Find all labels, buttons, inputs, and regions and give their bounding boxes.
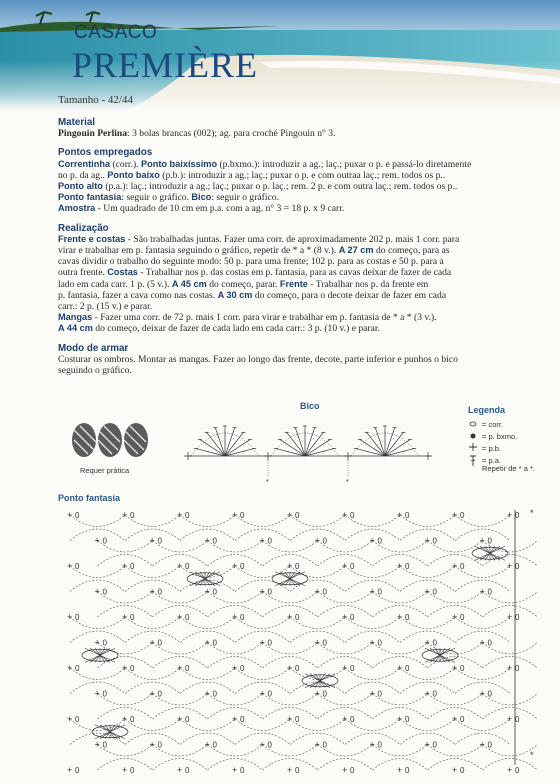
slip-stitch-symbol-icon <box>471 434 476 439</box>
chart-row <box>67 663 520 694</box>
chart-plus: + <box>479 739 485 750</box>
chart-zero: 0 <box>185 562 190 571</box>
legend-repeat: Repetir de * a *. <box>482 464 535 473</box>
shell-cluster <box>82 648 118 662</box>
chart-plus: + <box>369 535 375 546</box>
chart-zero: 0 <box>460 664 465 673</box>
chart-zero: 0 <box>295 766 300 775</box>
chart-zero: 0 <box>350 766 355 775</box>
chart-plus: + <box>232 663 238 673</box>
chart-zero: 0 <box>405 766 410 775</box>
chart-plus: + <box>424 637 430 648</box>
chart-plus: + <box>259 739 265 750</box>
chart-zero: 0 <box>240 715 245 724</box>
chart-zero: 0 <box>240 613 245 622</box>
shell-cluster <box>422 648 458 662</box>
chart-zero: 0 <box>322 638 327 648</box>
chart-zero: 0 <box>130 613 135 622</box>
chart-zero: 0 <box>295 511 300 520</box>
chart-zero: 0 <box>75 562 80 571</box>
chart-plus: + <box>67 510 73 520</box>
shell-cluster <box>472 546 508 560</box>
chart-zero: 0 <box>350 613 355 622</box>
chart-plus: + <box>177 510 183 520</box>
chart-zero: 0 <box>267 740 272 750</box>
chart-zero: 0 <box>212 587 217 597</box>
chart-plus: + <box>452 714 458 724</box>
chart-zero: 0 <box>515 766 520 775</box>
chart-plus: + <box>369 586 375 597</box>
chart-plus: + <box>397 714 403 724</box>
chart-plus: + <box>452 663 458 673</box>
chart-zero: 0 <box>460 511 465 520</box>
chart-plus: + <box>479 586 485 597</box>
bico-chart <box>180 412 440 488</box>
chart-zero: 0 <box>212 689 217 699</box>
chart-plus: + <box>452 612 458 622</box>
chart-zero: 0 <box>322 536 327 546</box>
chart-zero: 0 <box>102 587 107 597</box>
chart-zero: 0 <box>130 562 135 571</box>
chart-zero: 0 <box>350 715 355 724</box>
repeat-star: * <box>530 508 534 518</box>
bico-star: * <box>346 479 349 486</box>
chart-plus: + <box>287 765 293 775</box>
chart-plus: + <box>397 510 403 520</box>
chart-zero: 0 <box>432 587 437 597</box>
chart-plus: + <box>67 714 73 724</box>
chart-row <box>67 714 520 745</box>
chart-plus: + <box>94 535 100 546</box>
chart-zero: 0 <box>322 740 327 750</box>
legend-chain: = corr. <box>482 420 504 429</box>
chart-plus: + <box>507 714 513 724</box>
chart-zero: 0 <box>515 562 520 571</box>
bico-fan <box>271 426 339 456</box>
chart-plus: + <box>149 688 155 699</box>
chart-zero: 0 <box>460 613 465 622</box>
chart-zero: 0 <box>102 689 107 699</box>
chart-zero: 0 <box>240 511 245 520</box>
chart-zero: 0 <box>295 613 300 622</box>
chart-zero: 0 <box>185 613 190 622</box>
repeat-star: * <box>530 750 534 760</box>
chart-zero: 0 <box>487 638 492 648</box>
chart-zero: 0 <box>432 689 437 699</box>
chart-plus: + <box>122 612 128 622</box>
chart-zero: 0 <box>240 664 245 673</box>
chart-plus: + <box>122 510 128 520</box>
chart-plus: + <box>232 561 238 571</box>
chart-zero: 0 <box>295 664 300 673</box>
chart-zero: 0 <box>240 562 245 571</box>
chart-zero: 0 <box>432 638 437 648</box>
chart-plus: + <box>259 688 265 699</box>
chart-plus: + <box>287 510 293 520</box>
chart-plus: + <box>507 765 513 775</box>
assembly-heading: Modo de armar <box>58 342 129 354</box>
chart-zero: 0 <box>75 664 80 673</box>
chart-zero: 0 <box>432 740 437 750</box>
chart-row <box>67 510 520 541</box>
chart-zero: 0 <box>130 664 135 673</box>
chart-plus: + <box>232 510 238 520</box>
chart-plus: + <box>397 765 403 775</box>
chart-plus: + <box>287 612 293 622</box>
single-crochet-symbol-icon <box>469 443 477 451</box>
chart-plus: + <box>259 637 265 648</box>
chart-zero: 0 <box>75 715 80 724</box>
bico-fan <box>191 426 259 456</box>
chart-plus: + <box>204 637 210 648</box>
chart-zero: 0 <box>405 664 410 673</box>
double-crochet-symbol-icon <box>470 456 476 466</box>
chart-zero: 0 <box>350 664 355 673</box>
chart-zero: 0 <box>487 536 492 546</box>
chart-plus: + <box>287 561 293 571</box>
chart-zero: 0 <box>487 689 492 699</box>
bico-plus <box>424 452 432 460</box>
chart-plus: + <box>479 688 485 699</box>
chart-zero: 0 <box>267 536 272 546</box>
chart-plus: + <box>314 586 320 597</box>
chart-zero: 0 <box>322 689 327 699</box>
chart-plus: + <box>204 688 210 699</box>
chart-plus: + <box>67 612 73 622</box>
legend-double: = p.a. <box>482 456 501 465</box>
chart-plus: + <box>67 663 73 673</box>
bico-fan <box>351 426 419 456</box>
chart-plus: + <box>397 612 403 622</box>
legend-slip: = p. bxmo. <box>482 432 518 441</box>
chart-plus: + <box>424 586 430 597</box>
chart-zero: 0 <box>432 536 437 546</box>
chart-plus: + <box>177 612 183 622</box>
chart-zero: 0 <box>130 511 135 520</box>
material-text: Pingouin Perlina: 3 bolas brancas (002); ag. para croché Pingouin n° 3. <box>58 128 336 140</box>
chart-zero: 0 <box>377 689 382 699</box>
chart-plus: + <box>149 739 155 750</box>
chart-zero: 0 <box>515 511 520 520</box>
chart-plus: + <box>342 561 348 571</box>
chart-plus: + <box>452 765 458 775</box>
chart-plus: + <box>314 637 320 648</box>
chart-zero: 0 <box>157 740 162 750</box>
chart-plus: + <box>507 510 513 520</box>
chart-plus: + <box>479 637 485 648</box>
bico-title: Bico <box>300 401 320 411</box>
stitch-chart <box>60 505 540 780</box>
bico-star: * <box>266 479 269 486</box>
chart-plus: + <box>507 561 513 571</box>
chart-zero: 0 <box>185 664 190 673</box>
chart-zero: 0 <box>377 587 382 597</box>
chart-plus: + <box>452 561 458 571</box>
chart-zero: 0 <box>515 715 520 724</box>
shell-cluster <box>92 725 128 739</box>
chart-plus: + <box>342 765 348 775</box>
yarn-balls-icon <box>70 420 150 460</box>
chart-plus: + <box>204 535 210 546</box>
chart-row <box>95 536 538 567</box>
chart-zero: 0 <box>267 638 272 648</box>
chart-zero: 0 <box>212 536 217 546</box>
chart-zero: 0 <box>157 638 162 648</box>
chart-zero: 0 <box>515 664 520 673</box>
chart-zero: 0 <box>75 511 80 520</box>
chart-plus: + <box>287 714 293 724</box>
difficulty-label: Requer prática <box>80 466 130 475</box>
chart-plus: + <box>204 586 210 597</box>
chart-plus: + <box>259 535 265 546</box>
chart-zero: 0 <box>240 766 245 775</box>
chart-plus: + <box>122 765 128 775</box>
assembly-text: Costurar os ombros. Montar as mangas. Fazer ao longo das frente, decote, parte inferior e punhos o bico seguindo o gráfico. <box>58 353 458 377</box>
execution-heading: Realização <box>58 222 109 234</box>
chart-plus: + <box>342 612 348 622</box>
chart-zero: 0 <box>377 740 382 750</box>
chart-zero: 0 <box>405 613 410 622</box>
chart-plus: + <box>94 688 100 699</box>
chart-zero: 0 <box>185 511 190 520</box>
chart-plus: + <box>397 561 403 571</box>
chart-plus: + <box>149 637 155 648</box>
chart-plus: + <box>204 739 210 750</box>
chart-plus: + <box>232 612 238 622</box>
chart-zero: 0 <box>405 562 410 571</box>
chart-zero: 0 <box>405 511 410 520</box>
stitches-text: Correntinha (corr.). Ponto baixíssimo (p.bxmo.): introduzir a ag.; laç.; puxar o p. e passá-lo diretamente no p. da ag.. Ponto baixo (p.b.): introduzir a ag.; laç.; puxar o p. e com outraa laç.; rem. todos os p.. Ponto alto (p.a.): laç.; introduzir a ag.; laç.; puxar o p. laç.; rem. 2 p. e com outra laç.; rem. todos os p.. Ponto fantasia: seguir o gráfico. Bico: seguir o gráfico. Amostra - Um quadrado de 10 cm em p.a. com a ag. n° 3 = 18 p. x 9 carr. <box>58 158 472 215</box>
chart-zero: 0 <box>460 715 465 724</box>
chart-zero: 0 <box>157 689 162 699</box>
chart-zero: 0 <box>350 562 355 571</box>
chart-plus: + <box>424 739 430 750</box>
chart-plus: + <box>122 561 128 571</box>
chart-plus: + <box>149 535 155 546</box>
chart-zero: 0 <box>157 587 162 597</box>
chain-symbol-icon <box>470 422 476 426</box>
chart-zero: 0 <box>377 638 382 648</box>
execution-text: Frente e costas - São trabalhadas juntas. Fazer uma corr. de aproximadamente 202 p. mais 1 corr. para virar e trabalhar em p. fantasia seguindo o gráfico, repetir de * a * (8 v.). A 27 cm do começo, para as cavas dividir o trabalho do seguinte modo: 50 p. para uma frente; 102 p. para as costas e 50 p. para a outra frente. Costas - Trabalhar nos p. das costas em p. fantasia, para as cavas deixar de fazer de cada lado em cada carr. 1 p. (5 v.). A 45 cm do começo, parar. Frente - Trabalhar nos p. da frente em p. fantasia, fazer a cava como nas costas. A 30 cm do começo, para o decote deixar de fazer em cada carr.: 2 p. (15 v.) e parar. Mangas - Fazer uma corr. de 72 p. mais 1 corr. para virar e trabalhar em p. fantasia de * a * (3 v.). A 44 cm do começo, deixar de fazer de cada lado em cada carr.: 3 p. (10 v.) e parar. <box>58 233 460 335</box>
chart-zero: 0 <box>185 715 190 724</box>
shell-cluster <box>302 674 338 688</box>
chart-zero: 0 <box>75 766 80 775</box>
chart-plus: + <box>342 714 348 724</box>
chart-row <box>95 689 538 720</box>
chart-plus: + <box>122 714 128 724</box>
material-heading: Material <box>58 117 96 128</box>
chart-zero: 0 <box>377 536 382 546</box>
chart-plus: + <box>259 586 265 597</box>
chart-plus: + <box>232 714 238 724</box>
chart-zero: 0 <box>322 587 327 597</box>
chart-plus: + <box>122 663 128 673</box>
chart-plus: + <box>314 535 320 546</box>
chart-row <box>67 765 520 775</box>
chart-plus: + <box>94 586 100 597</box>
chart-plus: + <box>314 688 320 699</box>
pattern-title: Ponto fantasia <box>58 493 121 503</box>
chart-plus: + <box>232 765 238 775</box>
chart-plus: + <box>369 688 375 699</box>
chart-plus: + <box>507 612 513 622</box>
size-info: Tamanho - 42/44 <box>58 94 133 106</box>
chart-plus: + <box>314 739 320 750</box>
chart-zero: 0 <box>487 740 492 750</box>
chart-plus: + <box>479 535 485 546</box>
chart-zero: 0 <box>157 536 162 546</box>
chart-zero: 0 <box>102 536 107 546</box>
chart-zero: 0 <box>212 638 217 648</box>
chart-plus: + <box>94 739 100 750</box>
chart-zero: 0 <box>460 766 465 775</box>
chart-plus: + <box>342 663 348 673</box>
chart-plus: + <box>177 561 183 571</box>
chart-plus: + <box>177 765 183 775</box>
chart-zero: 0 <box>405 715 410 724</box>
chart-row <box>95 740 538 771</box>
chart-plus: + <box>452 510 458 520</box>
chart-zero: 0 <box>130 715 135 724</box>
page-title: PREMIÈRE <box>72 45 259 85</box>
legend-title: Legenda <box>468 405 506 415</box>
chart-plus: + <box>177 663 183 673</box>
instructions <box>58 117 528 376</box>
bico-plus <box>264 452 272 460</box>
chart-plus: + <box>67 561 73 571</box>
garment-type: CASACO <box>74 22 158 43</box>
chart-zero: 0 <box>295 562 300 571</box>
chart-plus: + <box>397 663 403 673</box>
chart-row <box>67 612 520 643</box>
chart-zero: 0 <box>102 638 107 648</box>
chart-plus: + <box>369 637 375 648</box>
chart-plus: + <box>342 510 348 520</box>
bico-plus <box>184 452 192 460</box>
legend-single: = p.b. <box>482 444 501 453</box>
chart-plus: + <box>177 714 183 724</box>
chart-zero: 0 <box>267 689 272 699</box>
chart-row <box>95 638 538 669</box>
bico-plus <box>344 452 352 460</box>
chart-plus: + <box>67 765 73 775</box>
chart-zero: 0 <box>212 740 217 750</box>
chart-zero: 0 <box>350 511 355 520</box>
stitches-heading: Pontos empregados <box>58 147 153 159</box>
chart-plus: + <box>369 739 375 750</box>
chart-zero: 0 <box>75 613 80 622</box>
chart-plus: + <box>94 637 100 648</box>
chart-zero: 0 <box>295 715 300 724</box>
chart-row <box>95 587 538 618</box>
chart-zero: 0 <box>130 766 135 775</box>
chart-plus: + <box>507 663 513 673</box>
chart-zero: 0 <box>185 766 190 775</box>
chart-zero: 0 <box>515 613 520 622</box>
chart-zero: 0 <box>460 562 465 571</box>
chart-plus: + <box>287 663 293 673</box>
chart-plus: + <box>424 535 430 546</box>
chart-plus: + <box>424 688 430 699</box>
chart-zero: 0 <box>487 587 492 597</box>
chart-zero: 0 <box>102 740 107 750</box>
chart-plus: + <box>149 586 155 597</box>
chart-zero: 0 <box>267 587 272 597</box>
